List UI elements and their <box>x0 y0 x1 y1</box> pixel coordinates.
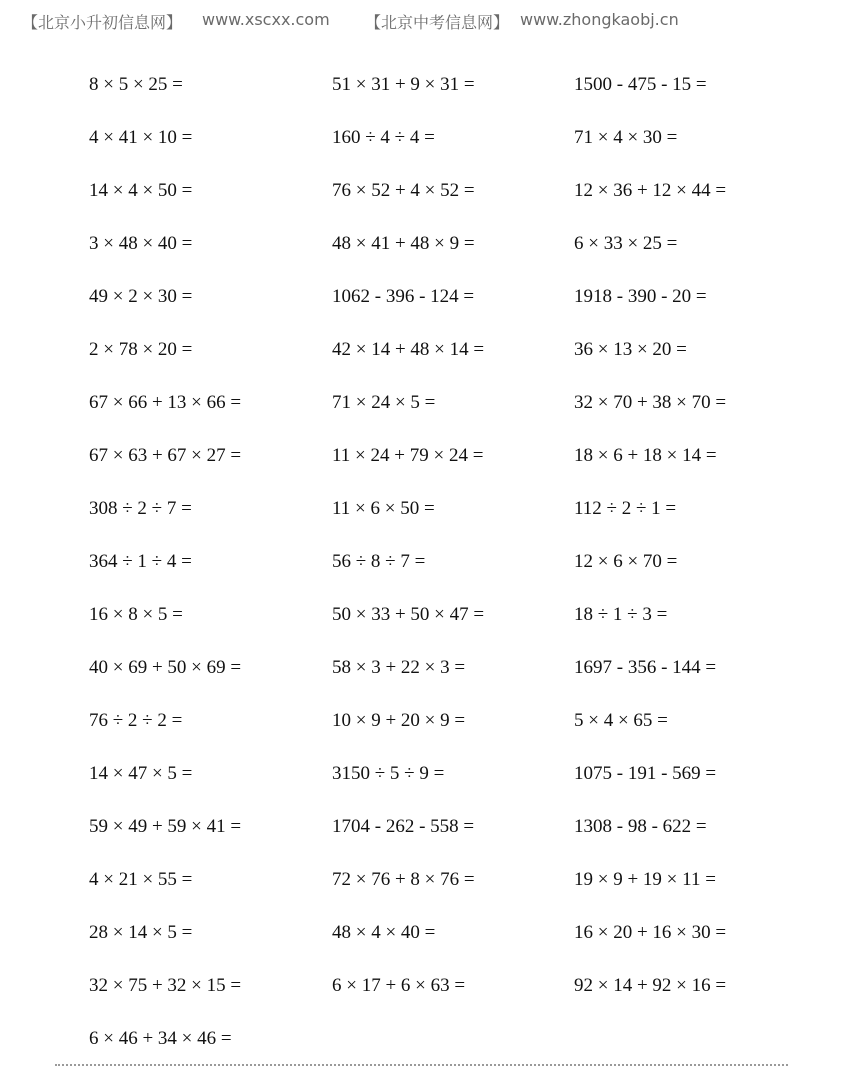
arithmetic-problem: 11 × 24 + 79 × 24 = <box>332 445 484 466</box>
arithmetic-problem: 59 × 49 + 59 × 41 = <box>89 816 242 837</box>
arithmetic-problem: 67 × 63 + 67 × 27 = <box>89 445 242 466</box>
arithmetic-problem: 112 ÷ 2 ÷ 1 = <box>574 498 677 519</box>
arithmetic-problem: 40 × 69 + 50 × 69 = <box>89 657 242 678</box>
arithmetic-problem: 12 × 6 × 70 = <box>574 551 678 572</box>
arithmetic-problem: 28 × 14 × 5 = <box>89 922 193 943</box>
header-site-name-secondary: 【北京中考信息网】 <box>365 13 510 32</box>
arithmetic-problem: 308 ÷ 2 ÷ 7 = <box>89 498 192 519</box>
arithmetic-problem: 49 × 2 × 30 = <box>89 286 193 307</box>
arithmetic-problem: 1500 - 475 - 15 = <box>574 74 707 95</box>
arithmetic-problem: 3 × 48 × 40 = <box>89 233 193 254</box>
arithmetic-problem: 32 × 75 + 32 × 15 = <box>89 975 242 996</box>
arithmetic-problem: 6 × 17 + 6 × 63 = <box>332 975 466 996</box>
header-site-name-primary: 【北京小升初信息网】 <box>22 13 183 32</box>
arithmetic-problem: 50 × 33 + 50 × 47 = <box>332 604 485 625</box>
arithmetic-problem: 3150 ÷ 5 ÷ 9 = <box>332 763 445 784</box>
arithmetic-problem: 1062 - 396 - 124 = <box>332 286 475 307</box>
arithmetic-problem: 76 ÷ 2 ÷ 2 = <box>89 710 183 731</box>
arithmetic-problem: 18 × 6 + 18 × 14 = <box>574 445 717 466</box>
arithmetic-problem: 160 ÷ 4 ÷ 4 = <box>332 127 435 148</box>
arithmetic-problem: 1075 - 191 - 569 = <box>574 763 717 784</box>
arithmetic-problem: 48 × 4 × 40 = <box>332 922 436 943</box>
arithmetic-problem: 6 × 33 × 25 = <box>574 233 678 254</box>
footer-divider <box>55 1064 788 1066</box>
header-url-primary[interactable]: www.xscxx.com <box>202 10 330 29</box>
arithmetic-problem: 364 ÷ 1 ÷ 4 = <box>89 551 192 572</box>
arithmetic-problem: 10 × 9 + 20 × 9 = <box>332 710 466 731</box>
arithmetic-problem: 42 × 14 + 48 × 14 = <box>332 339 485 360</box>
arithmetic-problem: 14 × 4 × 50 = <box>89 180 193 201</box>
arithmetic-problem: 14 × 47 × 5 = <box>89 763 193 784</box>
header-url-secondary[interactable]: www.zhongkaobj.cn <box>520 10 679 29</box>
arithmetic-problem: 1308 - 98 - 622 = <box>574 816 707 837</box>
arithmetic-problem: 72 × 76 + 8 × 76 = <box>332 869 475 890</box>
arithmetic-problem: 76 × 52 + 4 × 52 = <box>332 180 475 201</box>
arithmetic-problem: 36 × 13 × 20 = <box>574 339 687 360</box>
arithmetic-problem: 19 × 9 + 19 × 11 = <box>574 869 716 890</box>
arithmetic-problem: 6 × 46 + 34 × 46 = <box>89 1028 232 1049</box>
arithmetic-problem: 18 ÷ 1 ÷ 3 = <box>574 604 668 625</box>
arithmetic-problem: 67 × 66 + 13 × 66 = <box>89 392 242 413</box>
arithmetic-problem: 11 × 6 × 50 = <box>332 498 435 519</box>
arithmetic-problem: 8 × 5 × 25 = <box>89 74 183 95</box>
arithmetic-problem: 71 × 24 × 5 = <box>332 392 436 413</box>
arithmetic-problem: 58 × 3 + 22 × 3 = <box>332 657 466 678</box>
arithmetic-problem: 5 × 4 × 65 = <box>574 710 668 731</box>
arithmetic-problem: 4 × 21 × 55 = <box>89 869 193 890</box>
arithmetic-problem: 48 × 41 + 48 × 9 = <box>332 233 475 254</box>
arithmetic-problem: 12 × 36 + 12 × 44 = <box>574 180 727 201</box>
arithmetic-problem: 56 ÷ 8 ÷ 7 = <box>332 551 426 572</box>
arithmetic-problem: 2 × 78 × 20 = <box>89 339 193 360</box>
arithmetic-problem: 71 × 4 × 30 = <box>574 127 678 148</box>
arithmetic-problem: 4 × 41 × 10 = <box>89 127 193 148</box>
arithmetic-problem: 32 × 70 + 38 × 70 = <box>574 392 727 413</box>
arithmetic-problem: 1697 - 356 - 144 = <box>574 657 717 678</box>
arithmetic-problem: 16 × 8 × 5 = <box>89 604 183 625</box>
arithmetic-problem: 1704 - 262 - 558 = <box>332 816 475 837</box>
arithmetic-problem: 16 × 20 + 16 × 30 = <box>574 922 727 943</box>
arithmetic-problem: 92 × 14 + 92 × 16 = <box>574 975 727 996</box>
arithmetic-problem: 1918 - 390 - 20 = <box>574 286 707 307</box>
arithmetic-problem: 51 × 31 + 9 × 31 = <box>332 74 475 95</box>
